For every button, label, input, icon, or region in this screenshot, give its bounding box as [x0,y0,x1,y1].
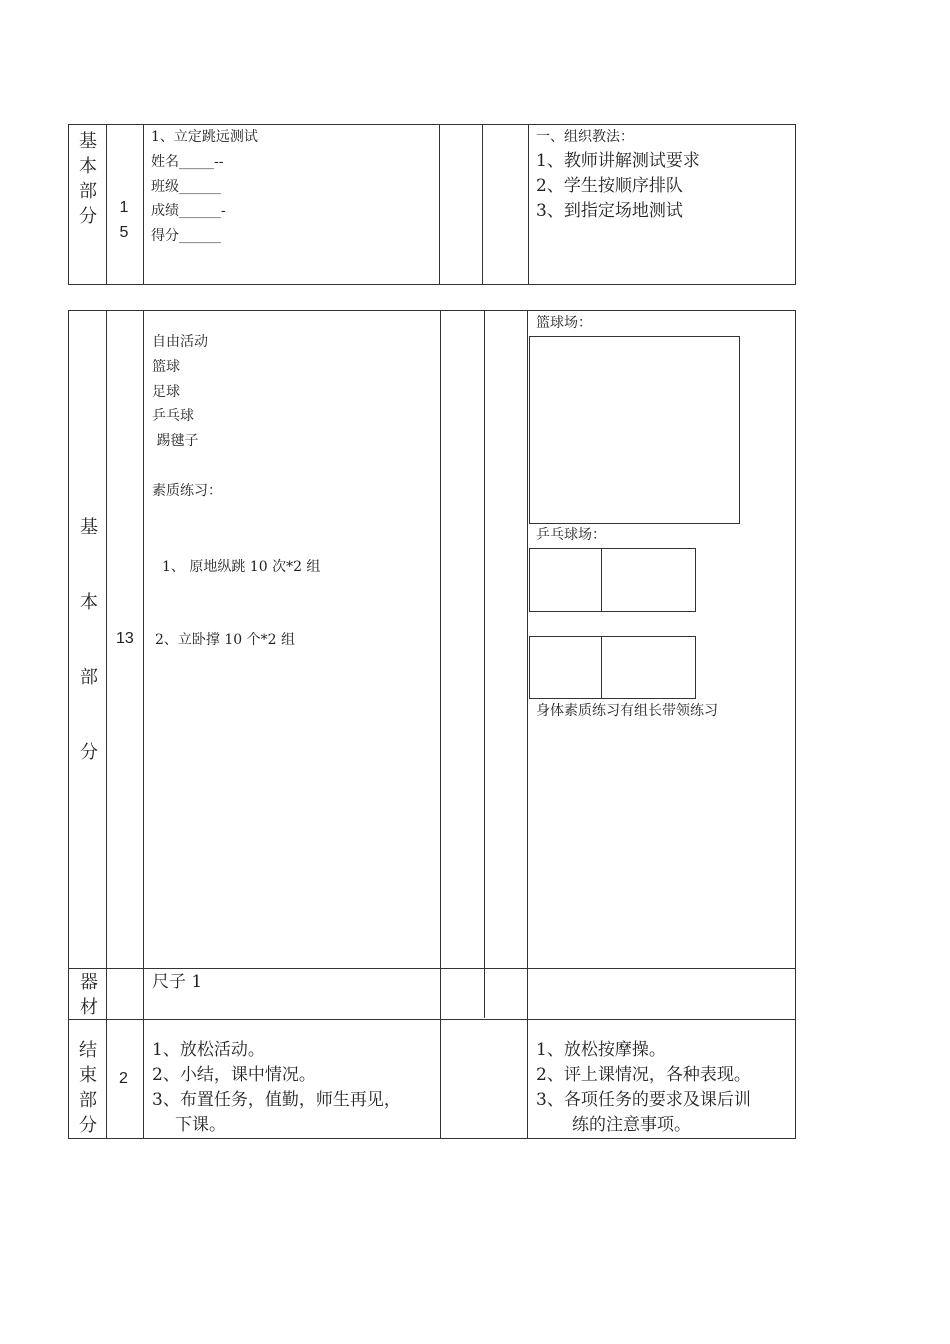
activity-item: 足球 [152,384,180,400]
exercise-item: 1、 原地纵跳 10 次*2 组 [162,559,321,575]
equipment-label-char: 器 [80,972,98,993]
activity-item: 踢毽子 [152,433,199,449]
column-divider [482,125,483,284]
lesson-table-1 [68,124,796,285]
ending-content-line: 下课。 [175,1115,226,1135]
column-divider [484,311,485,1018]
quality-title: 素质练习： [152,483,222,499]
ending-method-line: 1、放松按摩操。 [536,1040,666,1060]
pingpong-table-diagram [529,548,696,612]
column-divider [106,311,107,1138]
pingpong-table-diagram [529,636,696,699]
column-divider [528,125,529,284]
ending-method-line: 练的注意事项。 [572,1115,691,1135]
score-field: 成绩______- [151,203,226,219]
exercise-item: 2、立卧撑 10 个*2 组 [155,632,295,648]
method-title: 一、组织教法： [536,129,634,145]
equipment-label-char: 材 [80,997,98,1018]
pingpong-net-line [601,549,602,611]
section-label-char: 分 [80,742,98,763]
ending-content-line: 3、布置任务，值勤，师生再见， [152,1090,401,1110]
activity-item: 乒乓球 [152,408,194,424]
column-divider [143,311,144,1138]
section-label-char: 基 [80,517,98,538]
ending-content-line: 2、小结，课中情况。 [152,1065,316,1085]
content-title: 1、立定跳远测试 [151,129,258,145]
pingpong-court-label: 乒乓球场： [536,527,606,543]
ending-section-label: 结 束 部 分 [79,1040,97,1136]
column-divider [440,311,441,1138]
activity-item: 自由活动 [152,334,208,350]
activity-item: 篮球 [152,359,180,375]
row-divider [69,968,795,969]
basketball-court-label: 篮球场： [536,315,592,331]
section-label: 基 本 部 分 [79,131,97,227]
name-field: 姓名_____-- [151,154,224,170]
equipment-content: 尺子 1 [152,972,203,992]
section-label-char: 部 [80,667,98,688]
column-divider [143,125,144,284]
method-note: 身体素质练习有组长带领练习 [536,703,718,719]
section-label-char: 本 [80,592,98,613]
method-line: 2、学生按顺序排队 [536,176,683,196]
class-field: 班级______ [151,179,221,195]
method-line: 1、教师讲解测试要求 [536,151,700,171]
ending-minutes-value: 2 [119,1070,128,1087]
column-divider [106,125,107,284]
ending-method-line: 3、各项任务的要求及课后训 [536,1090,751,1110]
ending-method-line: 2、评上课情况，各种表现。 [536,1065,751,1085]
row-divider [69,1019,795,1020]
column-divider [439,125,440,284]
lesson-table-2 [68,310,796,1139]
method-line: 3、到指定场地测试 [536,201,683,221]
minutes-value: 13 [116,630,134,647]
ending-content-line: 1、放松活动。 [152,1040,265,1060]
minutes-value: 1 5 [119,199,129,241]
pingpong-net-line [601,637,602,698]
column-divider [527,311,528,1138]
basketball-court-diagram [529,336,740,524]
points-field: 得分______ [151,228,221,244]
